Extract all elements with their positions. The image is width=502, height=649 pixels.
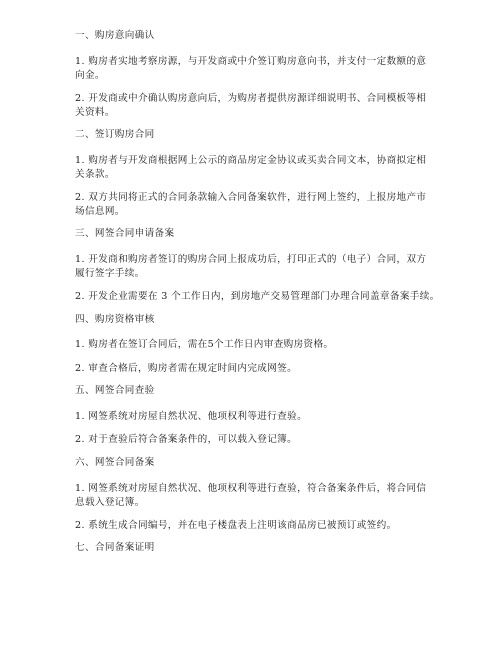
paragraph-line: 关条款。 [75, 169, 115, 180]
section-heading-1: 一、购房意向确认 [75, 30, 155, 41]
paragraph-line: 息载入登记簿。 [75, 497, 145, 508]
section-heading-4: 四、购房资格审核 [75, 314, 155, 325]
paragraph-line: 2. 审查合格后，购房者需在规定时间内完成网签。 [75, 363, 298, 374]
paragraph-line: 2. 对于查验后符合备案条件的，可以载入登记簿。 [75, 434, 298, 445]
section-heading-5: 五、网签合同查验 [75, 385, 155, 396]
paragraph-line: 2. 双方共同将正式的合同条款输入合同备案软件，进行网上签约，上报房地产市 [75, 192, 427, 203]
paragraph-line: 2. 系统生成合同编号，并在电子楼盘表上注明该商品房已被预订或签约。 [75, 520, 397, 531]
paragraph-line: 向金。 [75, 70, 105, 81]
paragraph-line: 1. 网签系统对房屋自然状况、他项权利等进行查验。 [75, 411, 308, 422]
paragraph-line: 履行签字手续。 [75, 268, 145, 279]
section-heading-2: 二、签订购房合同 [75, 129, 155, 140]
paragraph-line: 场信息网。 [75, 206, 125, 217]
paragraph-line: 2. 开发商或中介确认购房意向后，为购房者提供房源详细说明书、合同模板等相 [75, 93, 427, 104]
section-heading-3: 三、网签合同申请备案 [75, 228, 175, 239]
paragraph-line: 2. 开发企业需要在 3 个工作日内，到房地产交易管理部门办理合同盖章备案手续。 [75, 291, 440, 302]
section-heading-7: 七、合同备案证明 [75, 542, 155, 553]
paragraph-line: 1. 购房者在签订合同后，需在5个工作日内审查购房资格。 [75, 339, 334, 350]
section-heading-6: 六、网签合同备案 [75, 457, 155, 468]
paragraph-line: 1. 网签系统对房屋自然状况、他项权利等进行查验，符合备案条件后，将合同信 [75, 483, 427, 494]
paragraph-line: 1. 购房者实地考察房源，与开发商或中介签订购房意向书，并支付一定数额的意 [75, 56, 427, 67]
paragraph-line: 关资料。 [75, 107, 115, 118]
paragraph-line: 1. 开发商和购房者签订的购房合同上报成功后，打印正式的（电子）合同，双方 [75, 254, 427, 265]
paragraph-line: 1. 购房者与开发商根据网上公示的商品房定金协议或买卖合同文本，协商拟定相 [75, 155, 427, 166]
